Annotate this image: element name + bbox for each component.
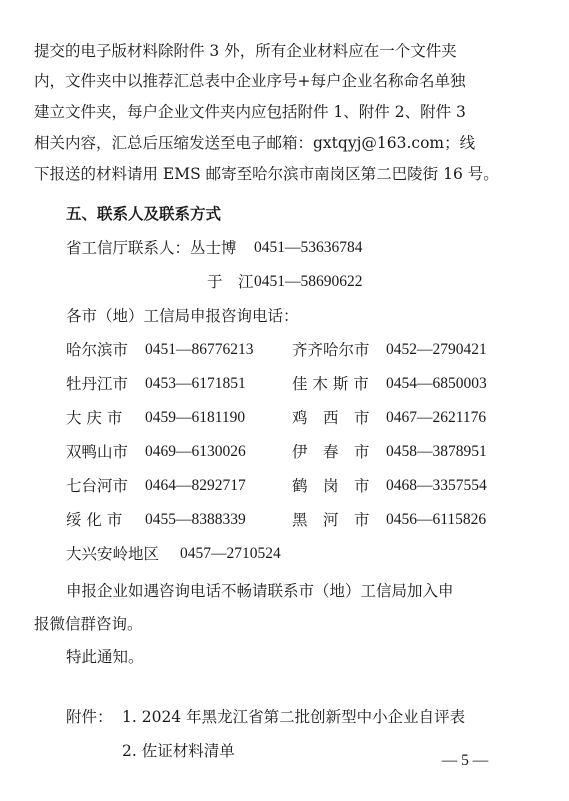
city-phone: 0458—3878951 [386,443,487,460]
attachment-item-2: 2. 佐证材料清单 [122,742,235,760]
city-phone: 0455—8388339 [145,511,246,528]
city-name: 双鸭山市 [66,443,129,461]
provincial-contact-1-name: 丛士博 [190,239,237,257]
city-phone: 0467—2621176 [386,409,487,426]
closing-notice: 特此通知。 [66,648,144,666]
section-5-heading: 五、联系人及联系方式 [66,205,222,223]
city-phone: 0456—6115826 [386,511,487,528]
para1-line-3: 建立文件夹，每户企业文件夹内应包括附件 1、附件 2、附件 3 [34,103,466,121]
city-phone: 0469—6130026 [145,443,246,460]
page-number: — 5 — [441,752,489,769]
city-phone: 0459—6181190 [145,409,246,426]
city-name: 黑 河 市 [292,511,370,529]
para1-line-5: 下报送的材料请用 EMS 邮寄至哈尔滨市南岗区第二巴陵街 16 号。 [34,165,499,183]
city-name: 牡丹江市 [66,375,129,393]
daxinganling-name: 大兴安岭地区 [66,545,160,563]
provincial-contact-2-phone: 0451—58690622 [254,273,363,290]
provincial-contact-2-name: 于 江 [207,273,254,291]
city-name: 鸡 西 市 [292,409,370,427]
para1-line-2: 内，文件夹中以推荐汇总表中企业序号+每户企业名称命名单独 [34,72,466,90]
para1-line-4: 相关内容，汇总后压缩发送至电子邮箱：gxtqyj@163.com；线 [34,134,476,152]
provincial-contact-1-phone: 0451—53636784 [254,239,363,256]
para1-line-1: 提交的电子版材料除附件 3 外，所有企业材料应在一个文件夹 [34,42,457,60]
city-name: 绥 化 市 [66,511,123,529]
city-phone: 0454—6850003 [386,375,487,392]
city-phone: 0464—8292717 [145,477,246,494]
attachments-label: 附件： [66,708,113,726]
provincial-contact-label: 省工信厅联系人： [66,239,191,257]
daxinganling-phone: 0457—2710524 [180,545,281,562]
para2-line-2: 报微信群咨询。 [34,615,143,633]
city-name: 七台河市 [66,477,129,495]
city-name: 鹤 岗 市 [292,477,370,495]
city-name: 佳 木 斯 市 [292,375,369,393]
city-phone: 0451—86776213 [145,341,254,358]
city-phone: 0468—3357554 [386,477,487,494]
city-phone: 0453—6171851 [145,375,246,392]
city-name: 齐齐哈尔市 [292,341,370,359]
attachment-item-1: 1. 2024 年黑龙江省第二批创新型中小企业自评表 [122,708,466,726]
city-phone: 0452—2790421 [386,341,487,358]
city-name: 哈尔滨市 [66,341,129,359]
city-name: 大 庆 市 [66,409,123,427]
city-contacts-intro: 各市（地）工信局申报咨询电话： [66,307,299,325]
para2-line-1: 申报企业如遇咨询电话不畅请联系市（地）工信局加入申 [66,582,454,600]
city-name: 伊 春 市 [292,443,370,461]
